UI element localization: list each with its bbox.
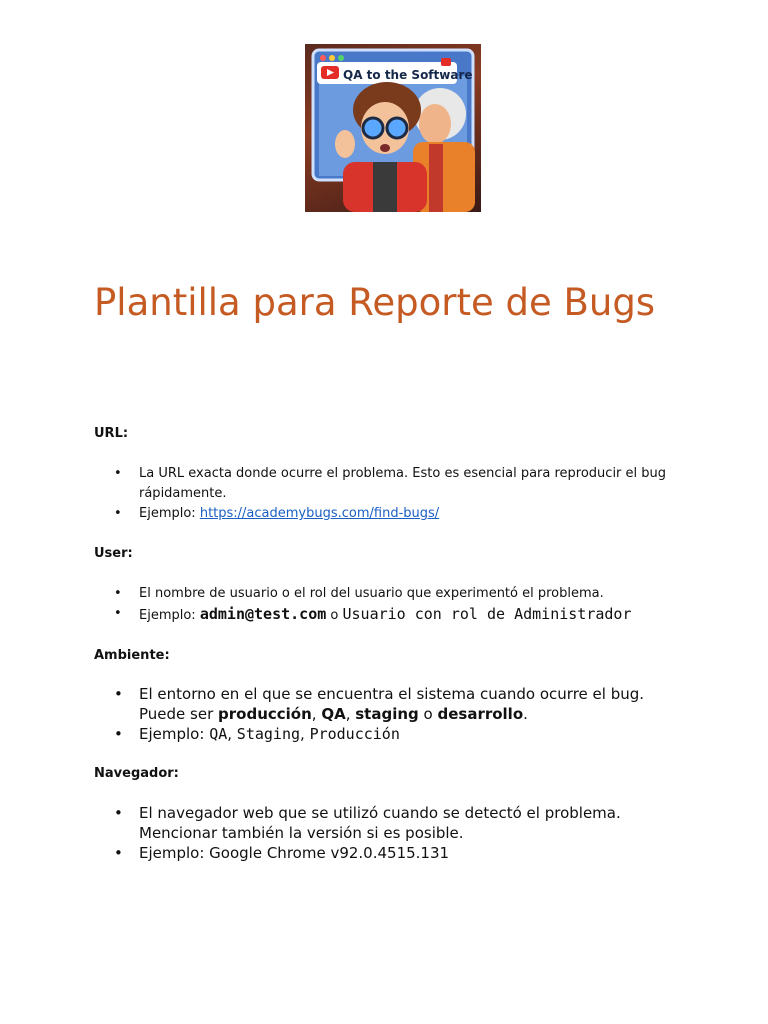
example-env-qa: QA	[209, 725, 228, 743]
qa-to-the-software-logo	[305, 44, 481, 212]
section-heading-navegador: Navegador:	[94, 766, 179, 781]
list-item	[94, 464, 674, 504]
section-heading-ambiente: Ambiente:	[94, 648, 170, 663]
example-env-production: Producción	[309, 725, 400, 743]
example-label: Ejemplo:	[139, 506, 200, 521]
list-item	[94, 724, 674, 744]
example-or: o	[326, 608, 343, 623]
separator: .	[523, 705, 528, 723]
list-item	[94, 803, 674, 843]
navegador-description: El navegador web que se utilizó cuando se detectó el problema. Mencionar también la versión si es posible.	[139, 804, 621, 842]
list-item	[94, 843, 674, 863]
list-item	[94, 684, 674, 724]
example-label: Ejemplo:	[139, 725, 210, 743]
url-description: La URL exacta donde ocurre el problema. Esto es esencial para reproducir el bug rápidamente.	[139, 466, 667, 501]
user-list	[94, 584, 674, 626]
section-heading-user: User:	[94, 546, 133, 561]
navegador-list	[94, 803, 674, 863]
example-env-staging: Staging	[236, 725, 301, 743]
ambiente-description: El entorno en el que se encuentra el sistema cuando ocurre el bug. Puede ser	[139, 685, 645, 723]
example-label: Ejemplo:	[139, 608, 200, 623]
example-user-role: Usuario con rol de Administrador	[342, 605, 632, 623]
logo-banner-text: QA to the Software	[343, 68, 473, 82]
logo-illustration	[305, 44, 481, 212]
user-description: El nombre de usuario o el rol del usuario que experimentó el problema.	[139, 586, 604, 601]
env-production: producción	[218, 705, 312, 723]
separator: ,	[311, 705, 322, 723]
example-url-link[interactable]: https://academybugs.com/find-bugs/	[199, 506, 440, 521]
navegador-example: Ejemplo: Google Chrome v92.0.4515.131	[139, 844, 450, 862]
url-list	[94, 464, 674, 524]
env-qa: QA	[321, 705, 346, 723]
page-title: Plantilla para Reporte de Bugs	[94, 281, 656, 324]
list-item	[94, 584, 674, 604]
separator: o	[418, 705, 438, 723]
env-staging: staging	[355, 705, 419, 723]
ambiente-list	[94, 684, 674, 744]
section-heading-url: URL:	[94, 426, 129, 441]
separator: ,	[227, 725, 237, 743]
example-user-email: admin@test.com	[199, 605, 327, 623]
list-item	[94, 504, 674, 524]
env-desarrollo: desarrollo	[437, 705, 524, 723]
separator: ,	[300, 725, 310, 743]
separator: ,	[345, 705, 356, 723]
list-item	[94, 604, 674, 626]
